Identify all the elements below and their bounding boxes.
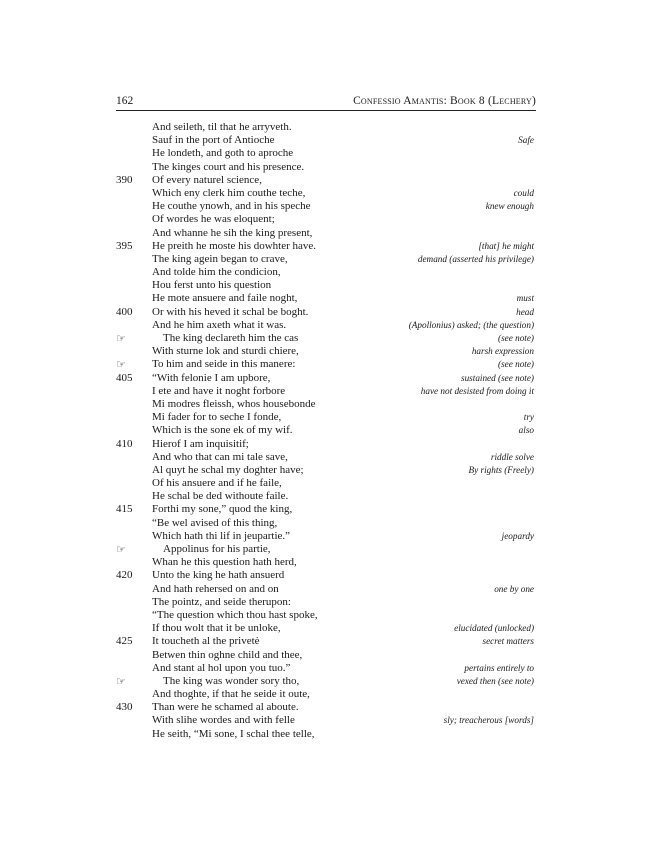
marginal-gloss: pertains entirely to — [464, 662, 534, 673]
running-head: Confessio Amantis: Book 8 (Lechery) — [353, 95, 536, 107]
verse-line — [0, 372, 650, 385]
verse-text-line: The king was wonder sory tho, — [163, 674, 300, 687]
verse-text-line: He seith, “Mi sone, I schal thee telle, — [152, 727, 315, 740]
marginal-gloss: have not desisted from doing it — [420, 385, 534, 396]
pointing-hand-icon: ☞ — [116, 674, 126, 688]
verse-line — [0, 503, 650, 516]
verse-line — [0, 635, 650, 648]
marginal-gloss: try — [523, 412, 534, 423]
marginal-gloss: By rights (Freely) — [468, 464, 534, 475]
verse-text-line: With slihe wordes and with felle — [152, 714, 295, 727]
verse-text-line: “The question which thou hast spoke, — [152, 608, 318, 621]
verse-line — [0, 424, 650, 437]
marginal-gloss: (see note) — [498, 333, 534, 343]
verse-line — [0, 253, 650, 266]
verse-line — [0, 622, 650, 635]
verse-line — [0, 411, 650, 424]
verse-text-line: He couthe ynowh, and in his speche — [152, 200, 311, 213]
verse-line — [0, 200, 650, 213]
verse-line — [0, 398, 650, 411]
verse-text-line: Appolinus for his partie, — [163, 543, 271, 555]
line-number: 395 — [116, 239, 133, 252]
verse-text-line: And stant al hol upon you tuo.” — [152, 661, 291, 674]
verse-text-line: And who that can mi tale save, — [152, 450, 288, 463]
line-number: 390 — [116, 173, 133, 186]
verse-text-line: “Be wel avised of this thing, — [152, 516, 278, 529]
line-number: 420 — [116, 569, 133, 582]
verse-text-line: And tolde him the condicion, — [152, 266, 281, 279]
verse-text-line: And hath rehersed on and on — [152, 582, 279, 595]
verse-text-line: Unto the king he hath ansuerd — [152, 569, 285, 582]
marginal-gloss: demand (asserted his privilege) — [417, 253, 534, 264]
verse-text-line: Betwen thin oghne child and thee, — [152, 648, 303, 661]
marginal-gloss: could — [513, 187, 534, 198]
verse-line — [0, 438, 650, 451]
verse-text-line: Mi fader for to seche I fonde, — [152, 411, 282, 424]
marginal-gloss: (see note) — [498, 359, 534, 370]
verse-text-line: Mi modres fleissh, whos housebonde — [152, 397, 316, 410]
marginal-gloss: must — [516, 293, 534, 304]
verse-line — [0, 728, 650, 741]
verse-line — [0, 266, 650, 279]
verse-text-line: He londeth, and goth to aproche — [152, 147, 294, 160]
verse-text-line: And he him axeth what it was. — [152, 318, 287, 331]
verse-text-line: He preith he moste his dowhter have. — [152, 239, 317, 252]
verse-line — [0, 187, 650, 200]
verse-text-line: Which hath thi lif in jeupartie.” — [152, 529, 291, 542]
page-number: 162 — [116, 95, 134, 107]
verse-line — [0, 358, 650, 371]
verse-line — [0, 134, 650, 147]
verse-text-line: And thoghte, if that he seide it oute, — [152, 688, 310, 701]
verse-line — [0, 662, 650, 675]
verse-text-line: Whan he this question hath herd, — [152, 556, 297, 569]
marginal-gloss: harsh expression — [471, 346, 534, 357]
pointing-hand-icon: ☞ — [116, 332, 126, 345]
verse-text-line: And seileth, til that he arryveth. — [152, 121, 292, 133]
marginal-gloss: jeopardy — [501, 530, 534, 541]
line-number: 430 — [116, 701, 133, 714]
verse-line — [0, 227, 650, 240]
verse-text-line: With sturne lok and sturdi chiere, — [152, 345, 299, 358]
marginal-gloss: sly; treacherous [words] — [443, 715, 534, 726]
verse-text-line: He mote ansuere and faile noght, — [152, 292, 298, 305]
verse-line — [0, 174, 650, 187]
verse-line — [0, 675, 650, 688]
verse-line — [0, 279, 650, 292]
verse-text-line: The king declareth him the cas — [163, 332, 299, 344]
verse-line — [0, 609, 650, 622]
verse-line — [0, 240, 650, 253]
verse-text-line: The king agein began to crave, — [152, 252, 288, 265]
marginal-gloss: head — [516, 306, 534, 317]
marginal-gloss: Safe — [518, 135, 534, 146]
verse-line — [0, 688, 650, 701]
verse-line — [0, 596, 650, 609]
verse-line — [0, 530, 650, 543]
verse-text-line: Of every naturel science, — [152, 173, 262, 186]
verse-text-line: Which is the sone ek of my wif. — [152, 424, 293, 437]
verse-line — [0, 701, 650, 714]
verse-text-line: If thou wolt that it be unloke, — [152, 622, 281, 635]
verse-text-line: Forthi my sone,” quod the king, — [152, 503, 293, 516]
marginal-gloss: knew enough — [485, 201, 534, 212]
verse-line — [0, 161, 650, 174]
verse-text-line: Of his ansuere and if he faile, — [152, 477, 282, 490]
verse-text-line: Sauf in the port of Antioche — [152, 134, 275, 147]
verse-text-line: And whanne he sih the king present, — [152, 226, 313, 239]
verse-line — [0, 649, 650, 662]
verse-text-line: Than were he schamed al aboute. — [152, 701, 299, 714]
verse-line — [0, 147, 650, 160]
marginal-gloss: [that] he might — [478, 240, 534, 251]
line-number: 415 — [116, 503, 133, 516]
verse-line — [0, 569, 650, 582]
verse-line — [0, 213, 650, 226]
verse-line — [0, 332, 650, 345]
line-number: 400 — [116, 305, 133, 318]
verse-line — [0, 464, 650, 477]
verse-text-line: Which eny clerk him couthe teche, — [152, 186, 306, 199]
verse-text-line: He schal be ded withoute faile. — [152, 490, 289, 503]
marginal-gloss: (Apollonius) asked; (the question) — [408, 319, 534, 330]
verse-line — [0, 714, 650, 727]
marginal-gloss: elucidated (unlocked) — [454, 623, 534, 634]
line-number: 425 — [116, 635, 133, 648]
verse-line — [0, 583, 650, 596]
verse-text-line: It toucheth al the privetė — [152, 635, 260, 648]
verse-text-line: Or with his heved it schal be boght. — [152, 305, 309, 318]
verse-text-line: “With felonie I am upbore, — [152, 371, 271, 384]
verse-line — [0, 306, 650, 319]
verse-text-line: To him and seide in this manere: — [152, 358, 296, 371]
verse-line — [0, 385, 650, 398]
verse-line — [0, 543, 650, 556]
marginal-gloss: vexed then (see note) — [456, 675, 534, 686]
page-header — [116, 94, 536, 111]
verse-text-line: Hou ferst unto his question — [152, 279, 272, 292]
verse-line — [0, 556, 650, 569]
verse-text-line: The kinges court and his presence. — [152, 160, 305, 173]
pointing-hand-icon: ☞ — [116, 358, 126, 372]
marginal-gloss: secret matters — [482, 636, 534, 647]
verse-text-line: The pointz, and seide therupon: — [152, 595, 291, 608]
verse-line — [0, 490, 650, 503]
verse-line — [0, 517, 650, 530]
verse-line — [0, 319, 650, 332]
verse-line — [0, 292, 650, 305]
marginal-gloss: riddle solve — [490, 451, 534, 462]
verse-line — [0, 477, 650, 490]
verse-text-line: Al quyt he schal my doghter have; — [152, 463, 304, 476]
marginal-gloss: one by one — [494, 583, 534, 594]
verse-line — [0, 345, 650, 358]
verse-text-line: Hierof I am inquisitif; — [152, 437, 249, 450]
marginal-gloss: sustained (see note) — [461, 372, 534, 383]
pointing-hand-icon: ☞ — [116, 543, 126, 556]
verse-text — [0, 121, 650, 741]
verse-text-line: Of wordes he was eloquent; — [152, 213, 275, 226]
line-number: 410 — [116, 437, 133, 450]
verse-line — [0, 121, 650, 134]
verse-text-line: I ete and have it noght forbore — [152, 384, 286, 397]
marginal-gloss: also — [518, 425, 534, 436]
verse-line — [0, 451, 650, 464]
line-number: 405 — [116, 371, 133, 384]
